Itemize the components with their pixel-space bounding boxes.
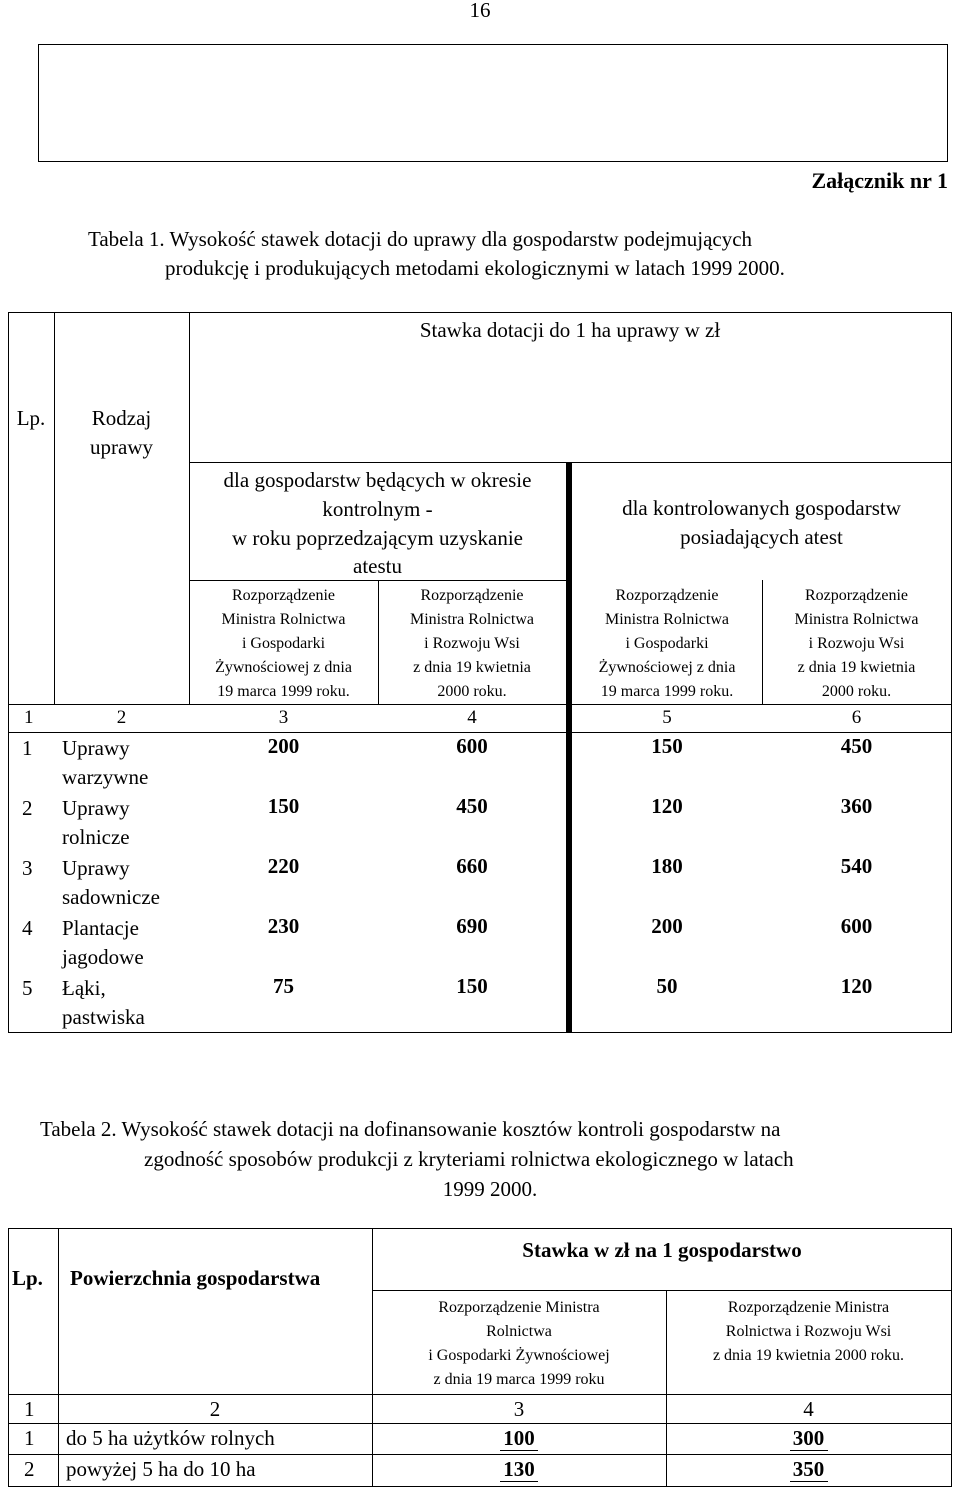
reg-line: Ministra Rolnictwa — [221, 611, 346, 628]
row-value: 350 — [792, 1457, 825, 1481]
row-lp: 5 — [22, 976, 33, 1000]
row-value: 100 — [503, 1426, 535, 1450]
reg-line: Żywnościowej z dnia — [215, 659, 352, 676]
row-value: 200 — [651, 914, 683, 938]
reg-line: Rolnictwa i Rozwoju Wsi — [725, 1323, 892, 1340]
group-a-line1: dla gospodarstw będących w okresie — [223, 468, 532, 492]
reg-line: Ministra Rolnictwa — [410, 611, 534, 628]
row-area: powyżej 5 ha do 10 ha — [66, 1457, 256, 1481]
row-value: 150 — [456, 974, 488, 998]
table1-col-crop-line2: uprawy — [90, 435, 153, 459]
reg-line: 19 marca 1999 roku. — [600, 683, 734, 700]
row-crop-name: Uprawy — [62, 856, 130, 880]
reg-line: 2000 roku. — [821, 683, 892, 700]
reg-2000-a — [378, 584, 566, 704]
page-number: 16 — [469, 0, 491, 22]
row-value: 690 — [456, 914, 488, 938]
table2-reg-2000 — [666, 1296, 951, 1368]
col-num-4: 4 — [467, 707, 477, 728]
row-lp: 4 — [22, 916, 33, 940]
reg-line: z dnia 19 marca 1999 roku — [433, 1371, 605, 1388]
table2-col-num-4: 4 — [803, 1397, 814, 1421]
reg-line: Rolnictwa — [486, 1323, 552, 1340]
group-a-line4: atestu — [353, 554, 402, 578]
table2-main-header: Stawka w zł na 1 gospodarstwo — [522, 1238, 802, 1262]
reg-line: z dnia 19 kwietnia — [797, 659, 916, 676]
reg-line: Ministra Rolnictwa — [794, 611, 919, 628]
row-value: 130 — [503, 1457, 535, 1481]
row-crop-name: Uprawy — [62, 796, 130, 820]
reg-line: i Gospodarki Żywnościowej — [428, 1347, 610, 1364]
row-crop-name: sadownicze — [62, 885, 160, 909]
row-lp: 2 — [24, 1457, 35, 1481]
group-a-line3: w roku poprzedzającym uzyskanie — [232, 526, 523, 550]
reg-line: i Gospodarki — [625, 635, 709, 652]
row-crop-name: rolnicze — [62, 825, 130, 849]
table2-col-num-2: 2 — [209, 1397, 221, 1421]
row-value: 230 — [267, 914, 300, 938]
col-num-5: 5 — [662, 707, 672, 728]
row-crop-name: Uprawy — [62, 736, 130, 760]
row-value: 450 — [840, 734, 873, 758]
row-value: 600 — [456, 734, 488, 758]
row-crop-name: Plantacje — [62, 916, 139, 940]
row-crop-name: Łąki, — [62, 976, 106, 1000]
row-value: 540 — [840, 854, 873, 878]
reg-line: z dnia 19 kwietnia 2000 roku. — [712, 1347, 905, 1364]
table2-caption — [40, 1114, 940, 1204]
reg-line: i Rozwoju Wsi — [808, 635, 905, 652]
reg-line: Rozporządzenie — [231, 587, 336, 604]
row-crop-name: jagodowe — [62, 945, 144, 969]
row-value: 150 — [651, 734, 683, 758]
col-num-1: 1 — [24, 707, 34, 728]
row-value: 120 — [651, 794, 683, 818]
annex-title: Załącznik nr 1 — [811, 168, 948, 193]
table1-main-header: Stawka dotacji do 1 ha uprawy w zł — [419, 318, 721, 342]
col-num-2: 2 — [116, 707, 127, 728]
reg-line: Żywnościowej z dnia — [598, 659, 736, 676]
row-lp: 1 — [24, 1426, 35, 1450]
group-a-line2: kontrolnym - — [322, 497, 433, 521]
row-lp: 2 — [22, 796, 33, 820]
reg-line: Rozporządzenie — [420, 587, 524, 604]
table2-caption-line3: 1999 2000. — [442, 1177, 538, 1201]
table1-caption-line1: Tabela 1. Wysokość stawek dotacji do uprawy dla gospodarstw podejmujących — [88, 227, 753, 251]
reg-line: Rozporządzenie — [615, 587, 719, 604]
reg-line: Ministra Rolnictwa — [605, 611, 729, 628]
row-value: 50 — [656, 974, 678, 998]
row-value: 150 — [267, 794, 300, 818]
table1-col-lp: Lp. — [16, 406, 46, 430]
table2-col-num-1: 1 — [24, 1397, 35, 1421]
reg-line: 19 marca 1999 roku. — [217, 683, 350, 700]
row-lp: 1 — [22, 736, 33, 760]
table1-col-crop-line1: Rodzaj — [91, 406, 152, 430]
group-b-line2: posiadających atest — [680, 525, 843, 549]
reg-line: Rozporządzenie — [804, 587, 909, 604]
row-crop-name: pastwiska — [62, 1005, 145, 1029]
reg-1999-b — [572, 584, 762, 704]
col-num-3: 3 — [278, 707, 289, 728]
row-value: 360 — [840, 794, 873, 818]
table2-caption-line2: zgodność sposobów produkcji z kryteriami rolnictwa ekologicznego w latach — [144, 1147, 794, 1171]
row-value: 200 — [267, 734, 300, 758]
reg-1999-a — [189, 584, 378, 704]
reg-line: i Gospodarki — [241, 635, 326, 652]
table2-reg-1999 — [372, 1296, 666, 1392]
row-value: 180 — [651, 854, 683, 878]
table2-caption-line1: Tabela 2. Wysokość stawek dotacji na dofinansowanie kosztów kontroli gospodarstw na — [40, 1117, 781, 1141]
row-value: 120 — [840, 974, 873, 998]
row-value: 75 — [273, 974, 294, 998]
table1-caption-line2: produkcję i produkujących metodami ekologicznymi w latach 1999 2000. — [165, 256, 785, 280]
reg-line: 2000 roku. — [437, 683, 507, 700]
table2-col-lp: Lp. — [12, 1266, 43, 1290]
row-value: 600 — [840, 914, 873, 938]
col-num-6: 6 — [851, 707, 862, 728]
reg-line: i Rozwoju Wsi — [424, 635, 520, 652]
row-value: 450 — [456, 794, 488, 818]
reg-2000-b — [762, 584, 951, 704]
row-value: 300 — [792, 1426, 825, 1450]
row-lp: 3 — [22, 856, 33, 880]
blank-frame — [38, 44, 948, 162]
table2-col-area: Powierzchnia gospodarstwa — [70, 1266, 321, 1290]
table2-col-num-3: 3 — [513, 1397, 525, 1421]
row-area: do 5 ha użytków rolnych — [66, 1426, 275, 1450]
row-value: 660 — [456, 854, 488, 878]
reg-line: Rozporządzenie Ministra — [438, 1299, 600, 1316]
reg-line: z dnia 19 kwietnia — [413, 659, 531, 676]
group-b-line1: dla kontrolowanych gospodarstw — [622, 496, 901, 520]
row-crop-name: warzywne — [62, 765, 149, 789]
row-value: 220 — [267, 854, 300, 878]
reg-line: Rozporządzenie Ministra — [727, 1299, 890, 1316]
